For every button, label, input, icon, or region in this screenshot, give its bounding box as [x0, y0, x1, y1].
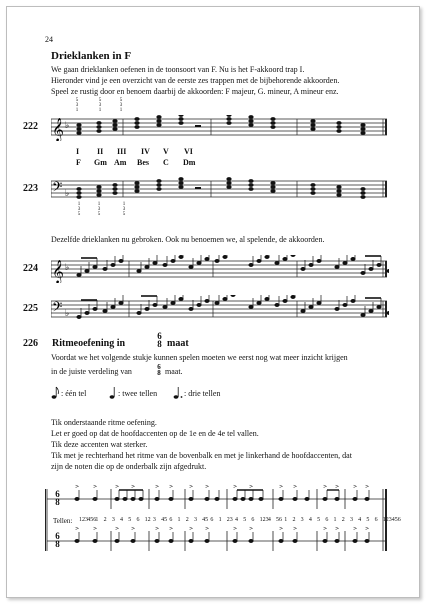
- count-item: 56: [276, 517, 283, 523]
- count-item: 1: [95, 517, 99, 523]
- accent-mark: >: [131, 526, 136, 532]
- count-item: 6: [210, 517, 214, 523]
- count-item: 12: [144, 517, 151, 523]
- count-item: 2: [103, 517, 107, 523]
- count-item: 5: [317, 517, 321, 523]
- staff-222: [51, 115, 389, 141]
- rhythm-note: [189, 497, 193, 500]
- accent-note: [293, 539, 297, 542]
- accent-note: [189, 539, 193, 542]
- note-head: [223, 297, 227, 300]
- rhythm-note: [335, 497, 339, 500]
- rhythm-note: [205, 497, 209, 500]
- accent-mark: >: [279, 526, 284, 532]
- accent-mark: >: [155, 526, 160, 532]
- counts-row: [79, 517, 401, 527]
- accent-note: [279, 539, 283, 542]
- accent-mark: >: [233, 526, 238, 532]
- accent-note: [249, 539, 253, 542]
- count-item: 23: [226, 517, 233, 523]
- rhythm-note: [305, 497, 309, 500]
- note-head: [137, 311, 141, 314]
- accent-note: [323, 539, 327, 542]
- note-head: [215, 301, 219, 304]
- note-head: [351, 257, 355, 260]
- accent-mark: >: [75, 484, 80, 490]
- rhythm-note: [155, 497, 159, 500]
- accent-note: [353, 539, 357, 542]
- degree-label: IV: [141, 147, 150, 156]
- accent-mark: >: [365, 526, 370, 532]
- instruction-3: Tik deze accenten wat sterker.: [51, 440, 148, 449]
- note-head: [189, 307, 193, 310]
- exercise-number-226: 226: [23, 338, 38, 349]
- count-item: 3: [300, 517, 304, 523]
- accent-note: [75, 539, 79, 542]
- intro-line-1: We gaan drieklanken oefenen in de toonsoort van F. Nu is het F-akkoord trap I.: [51, 65, 305, 74]
- note-head: [205, 257, 209, 260]
- accent-mark: >: [93, 526, 98, 532]
- fingering-group-3: 5 3 1: [119, 98, 123, 113]
- note-head: [335, 265, 339, 268]
- staff-225: [51, 295, 389, 323]
- chord-name: Bes: [137, 158, 149, 167]
- accent-note: [131, 539, 135, 542]
- chord-name: Am: [114, 158, 127, 167]
- accent-mark: >: [189, 484, 194, 490]
- note-head: [377, 305, 381, 308]
- count-item: 1: [284, 517, 288, 523]
- chord-3: [112, 119, 117, 131]
- ritme-text-1: Voordat we het volgende stukje kunnen spelen moeten we eerst nog wat meer inzicht krijgen: [51, 353, 348, 362]
- accent-mark: >: [353, 526, 358, 532]
- accent-mark: >: [293, 484, 298, 490]
- note-head: [369, 267, 373, 270]
- degree-label: I: [76, 147, 80, 156]
- chord-name: Gm: [94, 158, 107, 167]
- note-head: [361, 271, 365, 274]
- rhythm-note: [169, 497, 173, 500]
- chord-name: F: [76, 158, 81, 167]
- count-item: 2: [292, 517, 296, 523]
- note-head: [257, 259, 261, 262]
- accent-mark: >: [115, 526, 120, 532]
- fingering-group-6: 1 3 5: [122, 202, 126, 217]
- instruction-4: Tik met je rechterhand het ritme van de bovenbalk en met je linkerhand de hoofdaccenten, dat: [51, 451, 352, 460]
- note-head: [343, 261, 347, 264]
- accent-note: [205, 539, 209, 542]
- note-head: [171, 259, 175, 262]
- treble-clef-icon: 𝄞: [52, 259, 64, 283]
- note-head: [317, 301, 321, 304]
- count-item: 6: [374, 517, 378, 523]
- note-head: [163, 263, 167, 266]
- accent-mark: >: [205, 484, 210, 490]
- degree-label: III: [117, 147, 127, 156]
- ritme-text-2: in de juiste verdeling van: [51, 367, 132, 376]
- rhythm-note: [249, 497, 253, 500]
- accent-mark: >: [131, 484, 136, 490]
- note-head: [265, 297, 269, 300]
- count-item: 5: [243, 517, 247, 523]
- bass-clef-icon: 𝄢: [52, 299, 63, 318]
- chord-name: Dm: [183, 158, 196, 167]
- note-head: [171, 301, 175, 304]
- note-head: [103, 267, 107, 270]
- rhythm-note: [353, 497, 357, 500]
- note-head: [361, 313, 365, 316]
- note-head: [77, 273, 81, 276]
- note-head: [215, 259, 219, 262]
- fingering-group-4: 1 3 5: [77, 202, 81, 217]
- treble-clef-icon: 𝄞: [52, 117, 64, 141]
- note-head: [163, 305, 167, 308]
- chord-name: C: [163, 158, 169, 167]
- note-head: [351, 299, 355, 302]
- accent-mark: >: [233, 484, 238, 490]
- note-head: [343, 303, 347, 306]
- note-head: [291, 255, 295, 257]
- count-item: 1: [177, 517, 181, 523]
- instruction-1: Tik onderstaande ritme oefening.: [51, 418, 157, 427]
- note-head: [205, 299, 209, 302]
- intro-line-2: Hieronder vind je een overzicht van de eerste zes trappen met de bijbehorende akkoorden.: [51, 76, 340, 85]
- count-item: 4: [235, 517, 238, 523]
- count-item: 5: [128, 517, 132, 523]
- rhythm-note: [131, 497, 135, 500]
- instruction-2: Let er goed op dat de hoofdaccenten op de 1e en de 4e tel vallen.: [51, 429, 259, 438]
- note-head: [265, 255, 269, 258]
- value-label-three: : drie tellen: [184, 389, 221, 398]
- bass-clef-icon: 𝄢: [52, 179, 63, 198]
- count-item: 4: [267, 517, 271, 523]
- time-signature-6-8: 6 8: [157, 331, 162, 349]
- accent-mark: >: [169, 526, 174, 532]
- rhythm-note: [215, 497, 219, 500]
- note-head: [93, 307, 97, 310]
- accent-mark: >: [115, 484, 120, 490]
- accent-note: [155, 539, 159, 542]
- svg-text:♭: ♭: [65, 309, 70, 319]
- rhythm-note: [259, 497, 263, 500]
- note-head: [189, 265, 193, 268]
- note-head: [153, 303, 157, 306]
- note-head: [119, 301, 123, 304]
- note-head: [249, 305, 253, 308]
- count-item: 6: [251, 517, 255, 523]
- count-item: 4: [308, 517, 312, 523]
- broken-chords-text: Dezelfde drieklanken nu gebroken. Ook nu benoemen we, al spelende, de akkoorden.: [51, 235, 325, 244]
- rhythm-note: [139, 497, 143, 500]
- accent-note: [93, 539, 97, 542]
- exercise-number-223: 223: [23, 183, 38, 194]
- note-head: [369, 309, 373, 312]
- rhythm-note: [293, 497, 297, 500]
- accent-mark: >: [249, 484, 254, 490]
- note-head: [275, 261, 279, 264]
- accent-mark: >: [75, 526, 80, 532]
- note-head: [179, 297, 183, 300]
- accent-mark: >: [335, 526, 340, 532]
- count-item: 6: [325, 517, 329, 523]
- note-head: [283, 257, 287, 260]
- count-item: 123: [259, 517, 269, 523]
- count-item: 123456: [382, 517, 401, 523]
- accent-note: [365, 539, 369, 542]
- count-item: 456: [87, 517, 97, 523]
- accent-mark: >: [189, 526, 194, 532]
- instruction-5: zijn de noten die op de onderbalk zijn afgedrukt.: [51, 462, 207, 471]
- count-item: 3: [111, 517, 115, 523]
- staff-223: [51, 177, 389, 203]
- note-head: [137, 269, 141, 272]
- fingering-group-2: 5 3 1: [98, 98, 102, 113]
- note-head: [249, 263, 253, 266]
- count-item: 123: [79, 517, 88, 523]
- note-head: [309, 263, 313, 266]
- degree-label: II: [97, 147, 104, 156]
- note-head: [93, 265, 97, 268]
- count-item: 3: [152, 517, 156, 523]
- count-item: 6: [169, 517, 173, 523]
- count-item: 4: [358, 517, 362, 523]
- count-item: 45: [161, 517, 168, 523]
- time-signature-inline: 6 8: [157, 363, 161, 377]
- note-head: [111, 305, 115, 308]
- accent-mark: >: [365, 484, 370, 490]
- accent-mark: >: [293, 526, 298, 532]
- note-head: [197, 261, 201, 264]
- note-head: [275, 303, 279, 306]
- svg-text:♭: ♭: [65, 121, 70, 131]
- chord-2: [96, 121, 101, 133]
- rhythm-note: [233, 497, 237, 500]
- music-page: [6, 6, 420, 598]
- count-item: 3: [349, 517, 353, 523]
- rhythm-note: [123, 497, 127, 500]
- note-head: [377, 263, 381, 266]
- note-head: [283, 299, 287, 302]
- accent-note: [233, 539, 237, 542]
- accent-mark: >: [205, 526, 210, 532]
- note-head: [387, 269, 389, 272]
- intro-line-3: Speel ze rustig door en benoem daarbij de akkoorden: F majeur, G. mineur, A mineur enz.: [51, 87, 339, 96]
- note-head: [231, 295, 235, 297]
- degree-label: V: [163, 147, 169, 156]
- count-item: 3: [193, 517, 197, 523]
- eighth-note-icon: [51, 386, 61, 400]
- note-head: [145, 265, 149, 268]
- note-head: [197, 303, 201, 306]
- accent-mark: >: [335, 484, 340, 490]
- rhythm-note: [241, 497, 245, 500]
- value-label-two: : twee tellen: [118, 389, 158, 398]
- note-head: [309, 305, 313, 308]
- accent-mark: >: [155, 484, 160, 490]
- count-item: 45: [202, 517, 209, 523]
- fingering-group-1: 5 3 1: [75, 98, 79, 113]
- note-head: [179, 255, 183, 258]
- count-item: 1: [218, 517, 222, 523]
- note-head: [145, 307, 149, 310]
- page-title: Drieklanken in F: [51, 50, 132, 62]
- accent-note: [115, 539, 119, 542]
- note-head: [317, 259, 321, 262]
- accent-mark: >: [323, 484, 328, 490]
- rhythm-note: [115, 497, 119, 500]
- accent-mark: >: [93, 484, 98, 490]
- accent-mark: >: [279, 484, 284, 490]
- note-head: [387, 311, 389, 314]
- note-head: [153, 261, 157, 264]
- count-item: 5: [366, 517, 370, 523]
- accent-note: [169, 539, 173, 542]
- exercise-number-224: 224: [23, 263, 38, 274]
- note-head: [301, 309, 305, 312]
- rhythm-note: [93, 497, 97, 500]
- accent-mark: >: [169, 484, 174, 490]
- count-item: 4: [120, 517, 124, 523]
- chord-1: [76, 123, 81, 135]
- note-head: [103, 309, 107, 312]
- ritme-title: Ritmeoefening in: [52, 338, 126, 349]
- count-item: 2: [341, 517, 345, 523]
- count-item: 6: [136, 517, 140, 523]
- fingering-group-5: 1 3 5: [97, 202, 101, 217]
- rhythm-note: [279, 497, 283, 500]
- accent-mark: >: [249, 526, 254, 532]
- accent-mark: >: [353, 484, 358, 490]
- page-number: 24: [45, 35, 53, 44]
- note-head: [257, 301, 261, 304]
- accent-mark: >: [323, 526, 328, 532]
- rhythm-note: [323, 497, 327, 500]
- rhythm-note: [75, 497, 79, 500]
- svg-text:♭: ♭: [65, 263, 70, 273]
- time-signature-upper: 6 8: [55, 489, 60, 507]
- note-head: [301, 267, 305, 270]
- note-head: [77, 315, 81, 318]
- note-head: [111, 263, 115, 266]
- note-head: [85, 311, 89, 314]
- note-head: [223, 255, 227, 258]
- staff-224: [51, 255, 389, 283]
- rhythm-note: [365, 497, 369, 500]
- ritme-title-end: maat: [167, 338, 189, 349]
- degree-label: VI: [184, 147, 193, 156]
- note-head: [335, 307, 339, 310]
- exercise-number-225: 225: [23, 303, 38, 314]
- counts-label: Tellen:: [53, 517, 73, 525]
- value-label-one: : één tel: [61, 389, 87, 398]
- count-item: 1: [333, 517, 337, 523]
- note-head: [85, 269, 89, 272]
- accent-note: [335, 539, 339, 542]
- time-signature-lower: 6 8: [55, 531, 60, 549]
- ritme-text-2-end: maat.: [165, 367, 183, 376]
- count-item: 2: [185, 517, 189, 523]
- exercise-number-222: 222: [23, 121, 38, 132]
- note-head: [119, 259, 123, 262]
- svg-text:♭: ♭: [65, 189, 70, 199]
- note-head: [291, 295, 295, 298]
